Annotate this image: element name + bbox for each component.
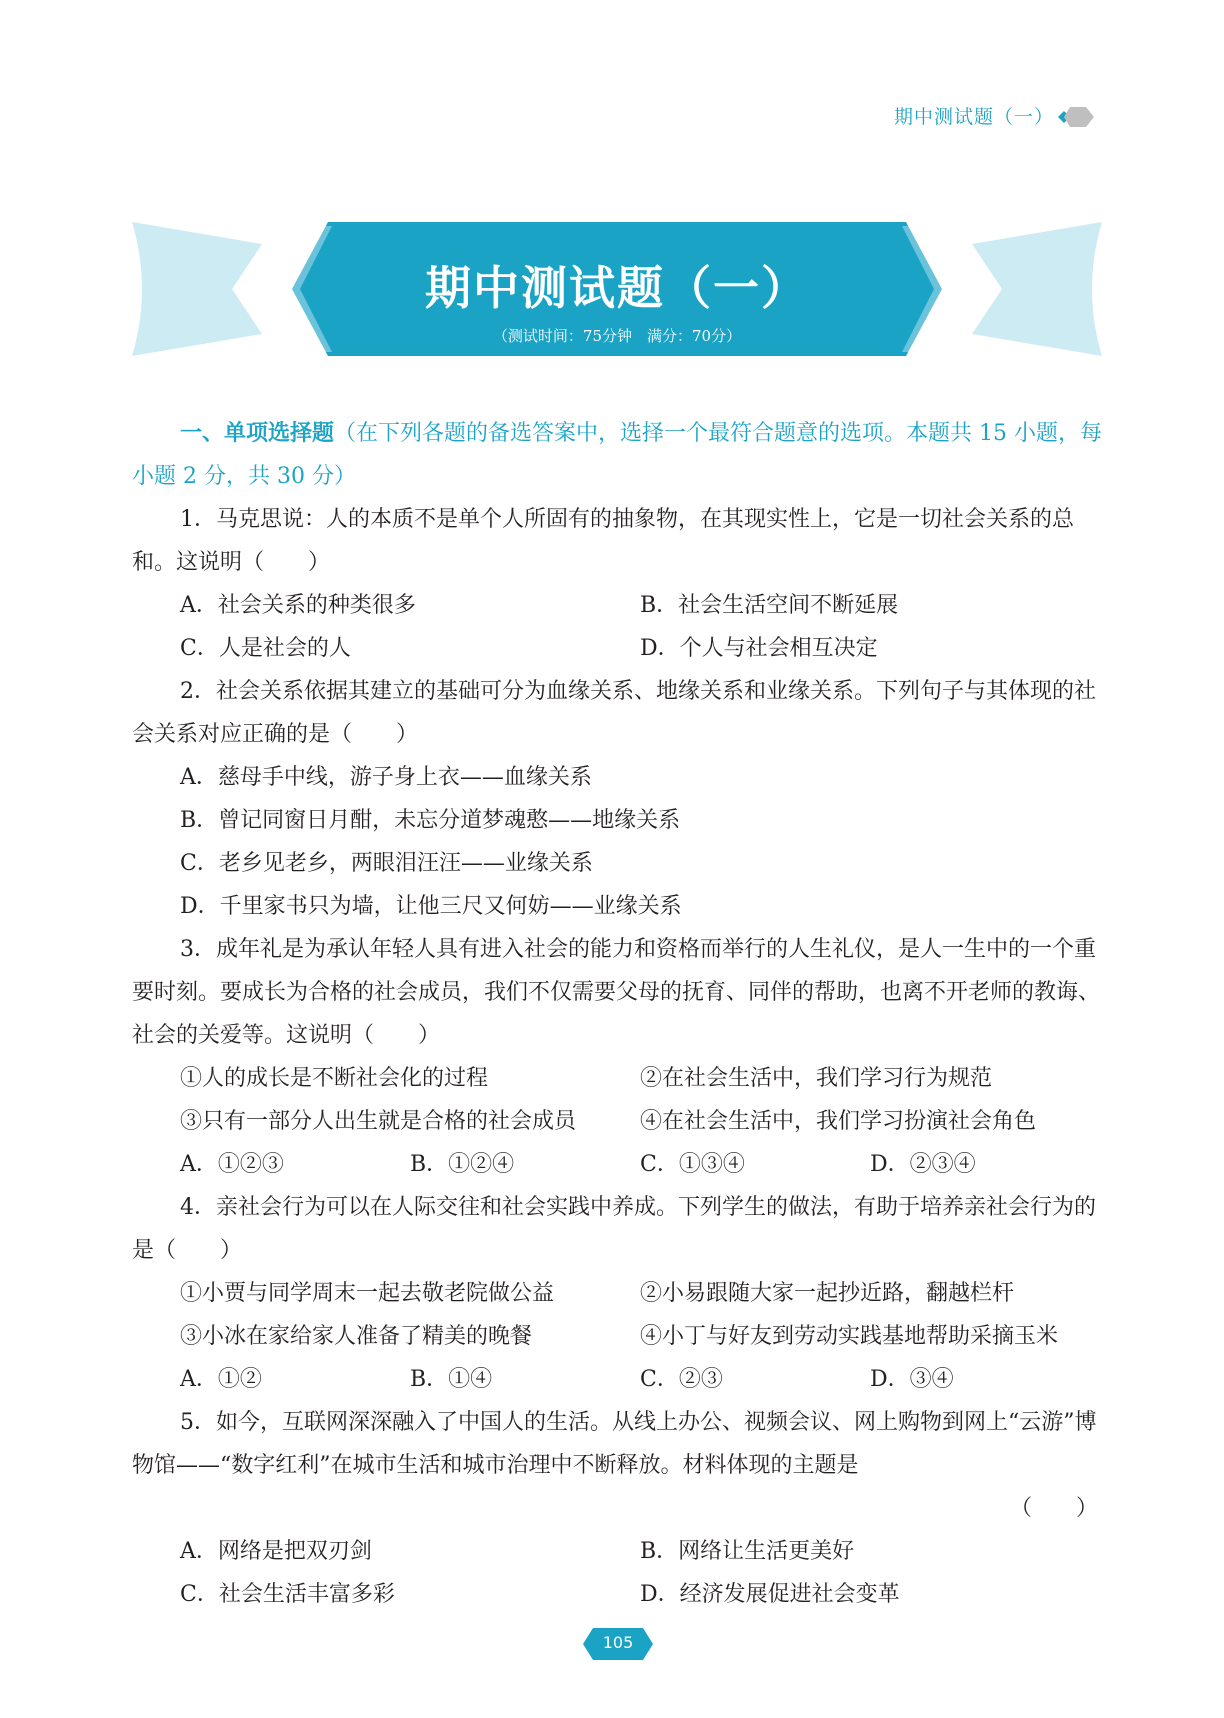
q4-option-c: C．②③	[640, 1367, 723, 1392]
section-instruction: （在下列各题的备选答案中，选择一个最符合题意的选项。本题共 15 小题，每小题 2 分，共 30 分）	[132, 421, 1102, 489]
question-3-stem: 3．成年礼是为承认年轻人具有进入社会的能力和资格而举行的人生礼仪，是人一生中的一个重要时刻。要成长为合格的社会成员，我们不仅需要父母的抚育、同伴的帮助，也离不开老师的教诲、社会的关爱等。这说明（ ）	[132, 937, 1101, 1048]
test-info: （测试时间：75分钟 满分：70分）	[492, 327, 742, 345]
question-5-options-row-2	[132, 1573, 1102, 1616]
q3-statement-1: ①人的成长是不断社会化的过程	[180, 1066, 489, 1091]
page-title: 期中测试题（一）	[425, 261, 809, 315]
q1-option-d: D．个人与社会相互决定	[640, 636, 878, 661]
q5-option-a: A．网络是把双刃剑	[180, 1539, 372, 1564]
question-5-answer-paren: （ ）	[1009, 1496, 1098, 1521]
question-4-stem: 4．亲社会行为可以在人际交往和社会实践中养成。下列学生的做法，有助于培养亲社会行为的是（ ）	[132, 1195, 1097, 1263]
question-5-stem: 5．如今，互联网深深融入了中国人的生活。从线上办公、视频会议、网上购物到网上“云游”博物馆——“数字红利”在城市生活和城市治理中不断释放。材料体现的主题是	[132, 1410, 1097, 1478]
q3-option-c: C．①③④	[640, 1152, 745, 1177]
q3-option-b: B．①②④	[410, 1152, 515, 1177]
q4-statement-1: ①小贾与同学周末一起去敬老院做公益	[180, 1281, 555, 1306]
q4-option-a: A．①②	[180, 1367, 262, 1392]
q1-option-b: B．社会生活空间不断延展	[640, 593, 899, 618]
question-4-statements-row-1	[132, 1272, 1102, 1315]
q3-option-a: A．①②③	[180, 1152, 284, 1177]
q4-statement-4: ④小丁与好友到劳动实践基地帮助采摘玉米	[640, 1324, 1059, 1349]
page-number: 105	[602, 1633, 634, 1652]
q4-option-b: B．①④	[410, 1367, 493, 1392]
page-number-badge	[583, 1628, 653, 1660]
q4-statement-3: ③小冰在家给家人准备了精美的晚餐	[180, 1324, 533, 1349]
question-3-statements-row-2	[132, 1100, 1102, 1143]
q1-option-a: A．社会关系的种类很多	[180, 593, 416, 618]
question-1-stem: 1．马克思说：人的本质不是单个人所固有的抽象物，在其现实性上，它是一切社会关系的总和。这说明（ ）	[132, 507, 1075, 575]
q5-option-b: B．网络让生活更美好	[640, 1539, 855, 1564]
question-1-options-row-1	[132, 584, 1102, 627]
section-name: 一、单项选择题	[180, 421, 335, 446]
q4-statement-2: ②小易跟随大家一起抄近路，翻越栏杆	[640, 1281, 1015, 1306]
q1-option-c: C．人是社会的人	[180, 636, 351, 661]
q3-statement-4: ④在社会生活中，我们学习扮演社会角色	[640, 1109, 1037, 1134]
section-heading	[132, 412, 1102, 498]
question-5-options-row-1	[132, 1530, 1102, 1573]
q2-option-b: B．曾记同窗日月酣，未忘分道梦魂憨——地缘关系	[180, 808, 681, 833]
question-3-statements-row-1	[132, 1057, 1102, 1100]
q4-option-d: D．③④	[870, 1367, 954, 1392]
q2-option-a: A．慈母手中线，游子身上衣——血缘关系	[180, 765, 592, 790]
question-content	[132, 412, 1102, 1616]
question-4-options	[132, 1358, 1102, 1401]
q3-statement-3: ③只有一部分人出生就是合格的社会成员	[180, 1109, 577, 1134]
q3-statement-2: ②在社会生活中，我们学习行为规范	[640, 1066, 993, 1091]
running-header-title: 期中测试题（一）	[893, 106, 1054, 128]
question-3-options	[132, 1143, 1102, 1186]
q5-option-d: D．经济发展促进社会变革	[640, 1582, 900, 1607]
q5-option-c: C．社会生活丰富多彩	[180, 1582, 395, 1607]
question-1-options-row-2	[132, 627, 1102, 670]
title-banner	[132, 222, 1102, 356]
question-4-statements-row-2	[132, 1315, 1102, 1358]
q2-option-d: D．千里家书只为墙，让他三尺又何妨——业缘关系	[180, 894, 682, 919]
q2-option-c: C．老乡见老乡，两眼泪汪汪——业缘关系	[180, 851, 593, 876]
q3-option-d: D．②③④	[870, 1152, 976, 1177]
question-2-stem: 2．社会关系依据其建立的基础可分为血缘关系、地缘关系和业缘关系。下列句子与其体现的社会关系对应正确的是（ ）	[132, 679, 1097, 747]
header-hexagon-icon	[1056, 104, 1096, 130]
